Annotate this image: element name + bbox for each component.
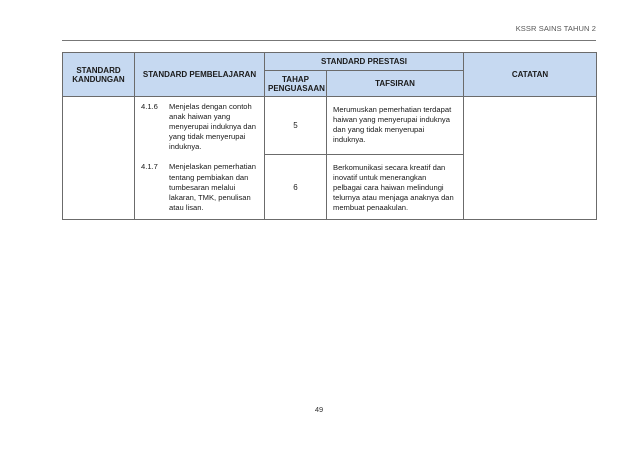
pembelajaran-cell [135, 97, 265, 220]
standards-table [62, 52, 597, 220]
kandungan-cell [63, 97, 135, 220]
header-tafsiran: TAFSIRAN [327, 71, 464, 97]
header-standard-kandungan: STANDARD KANDUNGAN [63, 53, 135, 97]
header-standard-prestasi: STANDARD PRESTASI [265, 53, 464, 71]
header-standard-pembelajaran: STANDARD PEMBELAJARAN [135, 53, 265, 97]
tahap-level-5: 5 [265, 97, 327, 155]
pembelajaran-item-number: 4.1.7 [141, 162, 158, 172]
catatan-cell [464, 97, 597, 220]
pembelajaran-item-number: 4.1.6 [141, 102, 158, 111]
pembelajaran-item-text: Menjelaskan pemerhatian tentang pembiakan dan tumbesaran melalui lakaran, TMK, penulisan atau lisan. [169, 162, 256, 212]
header-tahap-penguasaan: TAHAP PENGUASAAN [265, 71, 327, 97]
page-number: 49 [314, 405, 324, 414]
document-header: KSSR SAINS TAHUN 2 [515, 24, 596, 33]
pembelajaran-item [135, 162, 264, 212]
pembelajaran-item-text: Menjelas dengan contoh anak haiwan yang menyerupai induknya dan yang tidak menyerupai induknya. [169, 102, 256, 152]
header-divider [62, 40, 596, 41]
tafsiran-level-6: Berkomunikasi secara kreatif dan inovatif untuk menerangkan pelbagai cara haiwan melindungi telurnya atau menjaga anaknya dan membuat penaakulan. [327, 155, 464, 220]
tahap-level-6: 6 [265, 155, 327, 220]
header-catatan: CATATAN [464, 53, 597, 97]
tafsiran-level-5: Merumuskan pemerhatian terdapat haiwan yang menyerupai induknya dan yang tidak menyerupai induknya. [327, 97, 464, 155]
pembelajaran-item [135, 102, 264, 152]
